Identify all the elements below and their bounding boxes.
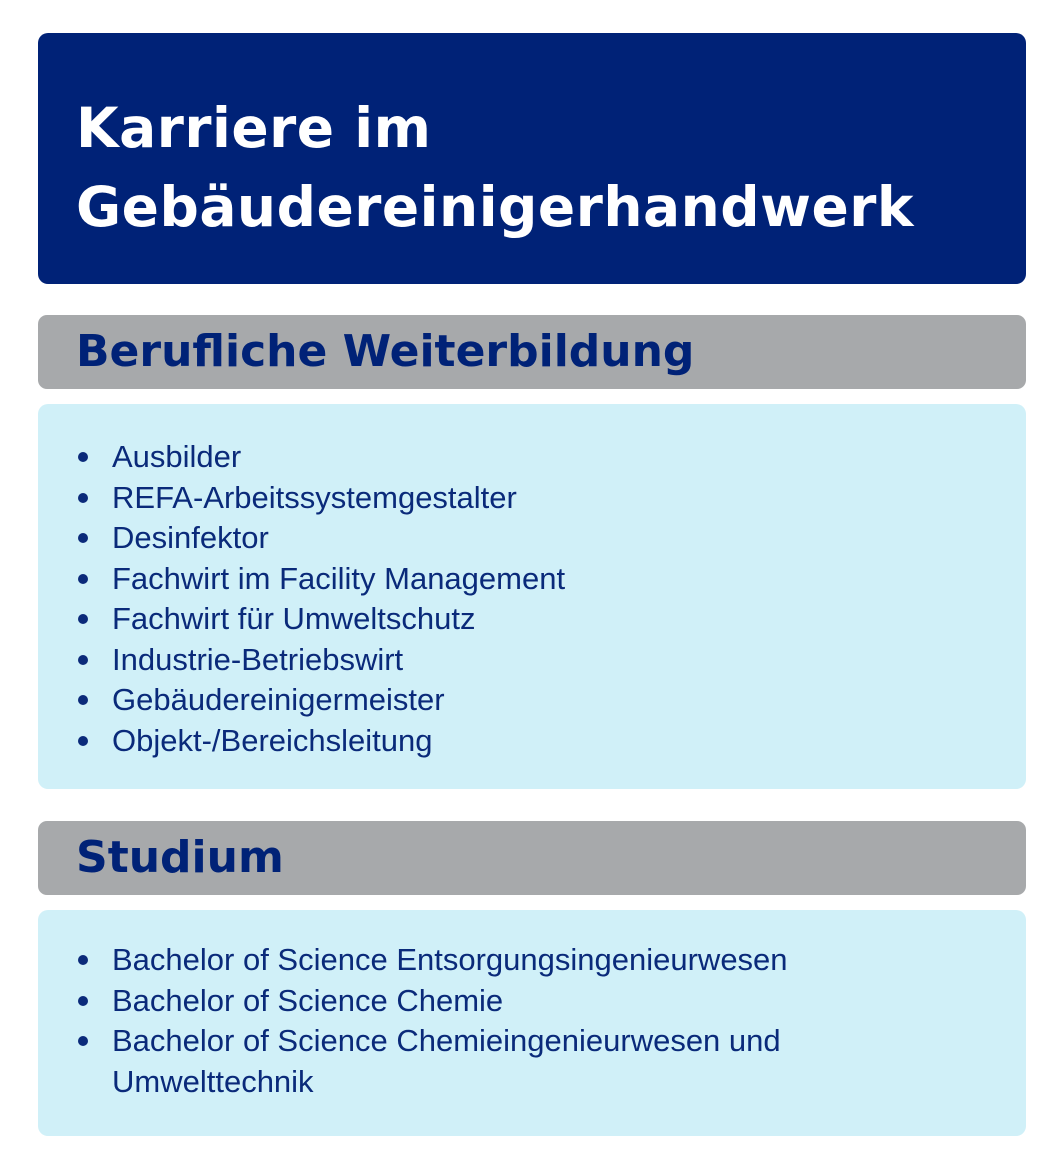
section-body-studium	[38, 910, 1026, 1136]
section-heading: Berufliche Weiterbildung	[76, 326, 695, 377]
studium-list	[76, 940, 966, 1102]
list-item-text: Industrie-Betriebswirt	[112, 641, 404, 677]
list-item-text: Bachelor of Science Chemieingenieurwesen und Umwelttechnik	[112, 1023, 781, 1099]
list-item-text: Ausbilder	[112, 439, 242, 474]
bullet-icon	[78, 996, 88, 1006]
list-item	[76, 680, 966, 721]
list-item	[76, 640, 966, 681]
list-item-text: Bachelor of Science Entsorgungsingenieurwesen	[112, 942, 788, 977]
list-item-text: Objekt-/Bereichsleitung	[112, 722, 433, 758]
list-item	[76, 559, 966, 600]
list-item-text: Gebäudereinigermeister	[112, 682, 445, 717]
bullet-icon	[78, 574, 88, 584]
page-title-line-2: Gebäudereinigerhandwerk	[76, 175, 914, 239]
section-header-weiterbildung	[38, 315, 1026, 389]
bullet-icon	[78, 533, 88, 543]
list-item-text: Fachwirt im Facility Management	[112, 560, 566, 596]
bullet-icon	[78, 614, 88, 624]
bullet-icon	[78, 955, 88, 965]
bullet-icon	[78, 452, 88, 462]
list-item-text: Fachwirt für Umweltschutz	[112, 601, 476, 636]
title-banner	[38, 33, 1026, 284]
bullet-icon	[78, 493, 88, 503]
section-header-studium	[38, 821, 1026, 895]
list-item	[76, 940, 966, 981]
list-item	[76, 518, 966, 559]
bullet-icon	[78, 736, 88, 746]
section-heading: Studium	[76, 832, 284, 883]
weiterbildung-list	[76, 437, 966, 761]
bullet-icon	[78, 1036, 88, 1046]
list-item	[76, 599, 966, 640]
list-item	[76, 721, 966, 762]
page-title	[76, 89, 914, 247]
list-item	[76, 437, 966, 478]
list-item	[76, 478, 966, 519]
list-item-text: Bachelor of Science Chemie	[112, 982, 504, 1018]
bullet-icon	[78, 695, 88, 705]
list-item-text: REFA-Arbeitssystemgestalter	[112, 479, 517, 515]
section-body-weiterbildung	[38, 404, 1026, 789]
bullet-icon	[78, 655, 88, 665]
list-item-text: Desinfektor	[112, 520, 269, 555]
page-title-line-1: Karriere im	[76, 96, 432, 160]
list-item	[76, 981, 966, 1022]
list-item	[76, 1021, 966, 1102]
